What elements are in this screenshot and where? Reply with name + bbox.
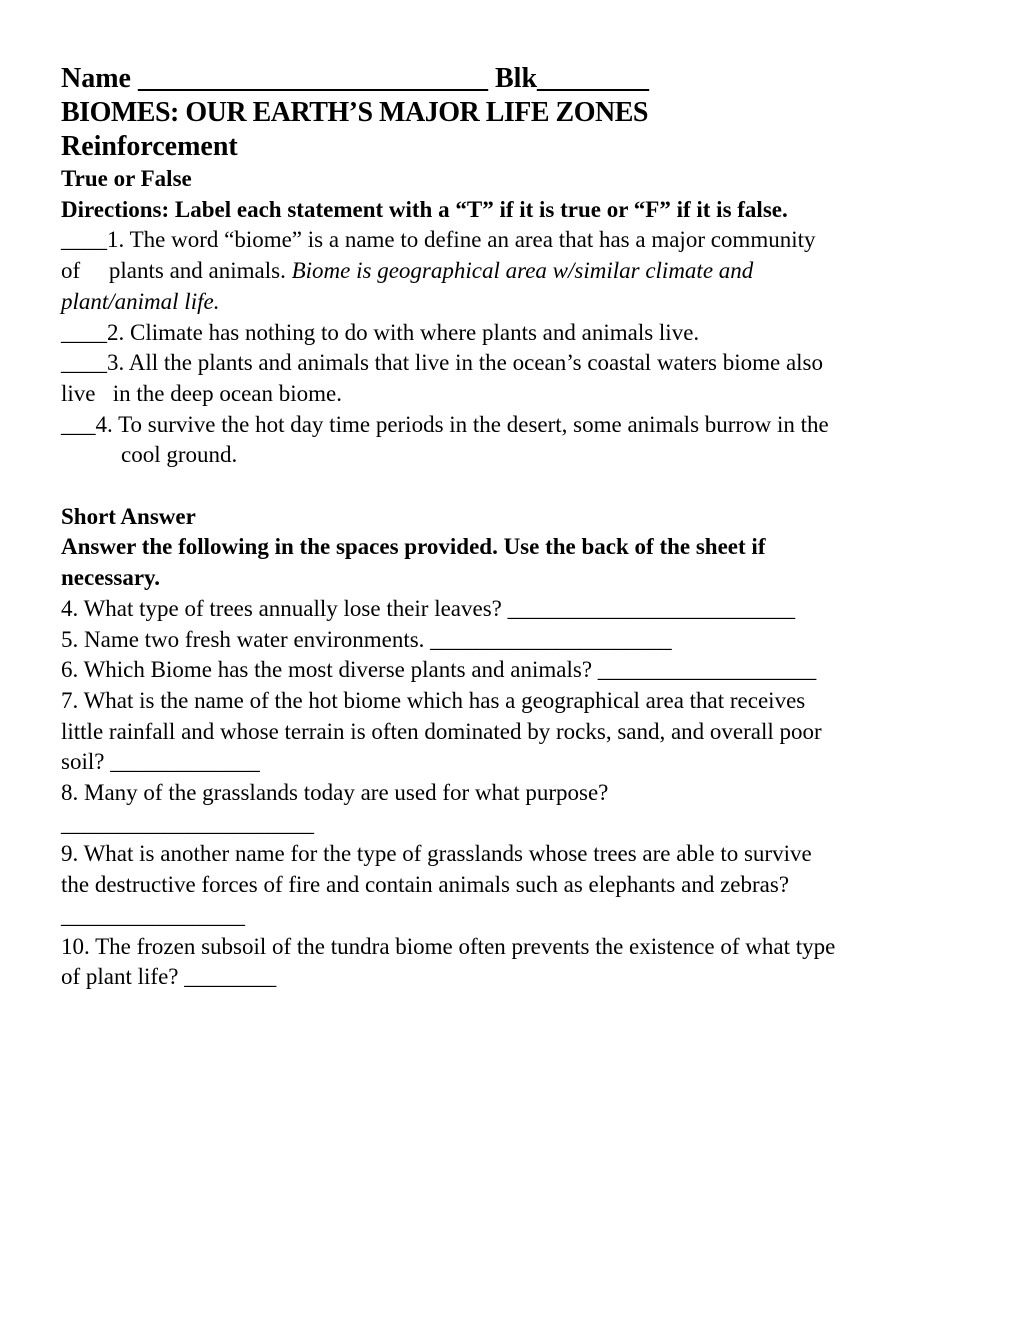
question-8-answer-blank: ______________________: [61, 810, 314, 836]
tf-item-4-line1: ___4. To survive the hot day time periods in the desert, some animals burrow in the: [61, 411, 829, 437]
true-false-heading: True or False: [61, 166, 192, 191]
tf-item-2: ____2. Climate has nothing to do with where plants and animals live.: [61, 319, 700, 345]
question-7-line1: 7. What is the name of the hot biome which has a geographical area that receives: [61, 687, 806, 713]
tf-item-1-note-cont: plant/animal life.: [61, 288, 220, 314]
question-4: 4. What type of trees annually lose their leaves? _________________________: [61, 595, 796, 621]
blk-label: Blk: [494, 63, 538, 94]
blk-blank: ________: [537, 63, 650, 94]
question-10-line1: 10. The frozen subsoil of the tundra biome often prevents the existence of what type: [61, 933, 836, 959]
tf-item-1-line3: [61, 287, 966, 318]
tf-item-4: [61, 410, 966, 471]
question-7: [61, 686, 966, 778]
tf-item-1: [61, 225, 966, 317]
section-spacer: [61, 471, 966, 502]
question-9: [61, 839, 966, 931]
page-title: BIOMES: OUR EARTH’S MAJOR LIFE ZONES: [61, 97, 648, 128]
tf-item-3: [61, 348, 966, 409]
page-subtitle: Reinforcement: [61, 131, 238, 162]
name-label: Name: [61, 63, 131, 94]
tf-item-1-line2-text: of plants and animals.: [61, 258, 292, 284]
question-10: [61, 932, 966, 993]
tf-item-1-note: Biome is geographical area w/similar climate and: [291, 258, 754, 284]
tf-item-3-line1: ____3. All the plants and animals that live in the ocean’s coastal waters biome also: [61, 350, 824, 376]
question-9-answer-blank: ________________: [61, 902, 245, 928]
question-8: [61, 778, 966, 839]
short-answer-directions-line1: Answer the following in the spaces provided. Use the back of the sheet if: [61, 534, 766, 560]
question-7-line2: little rainfall and whose terrain is often dominated by rocks, sand, and overall poor: [61, 718, 822, 744]
question-6: 6. Which Biome has the most diverse plants and animals? ___________________: [61, 657, 817, 683]
worksheet: [61, 62, 966, 993]
tf-item-4-line2: cool ground.: [121, 442, 238, 468]
question-9-line1: 9. What is another name for the type of grasslands whose trees are able to survive: [61, 841, 812, 867]
name-row: [61, 62, 966, 96]
true-false-directions: Directions: Label each statement with a “T” if it is true or “F” if it is false.: [61, 196, 788, 222]
tf-item-1-line1: ____1. The word “biome” is a name to define an area that has a major community: [61, 227, 816, 253]
question-5: 5. Name two fresh water environments. _____________________: [61, 626, 672, 652]
tf-item-3-line2: live in the deep ocean biome.: [61, 380, 343, 406]
short-answer-heading: Short Answer: [61, 503, 196, 529]
name-blank: _________________________: [137, 63, 488, 94]
question-8-line1: 8. Many of the grasslands today are used for what purpose?: [61, 780, 609, 806]
question-10-line2: of plant life? ________: [61, 964, 277, 990]
question-7-line3: soil? _____________: [61, 749, 260, 775]
short-answer-directions-line2: necessary.: [61, 565, 161, 591]
tf-item-1-line2: [61, 256, 966, 287]
question-9-line2: the destructive forces of fire and contain animals such as elephants and zebras?: [61, 872, 790, 898]
